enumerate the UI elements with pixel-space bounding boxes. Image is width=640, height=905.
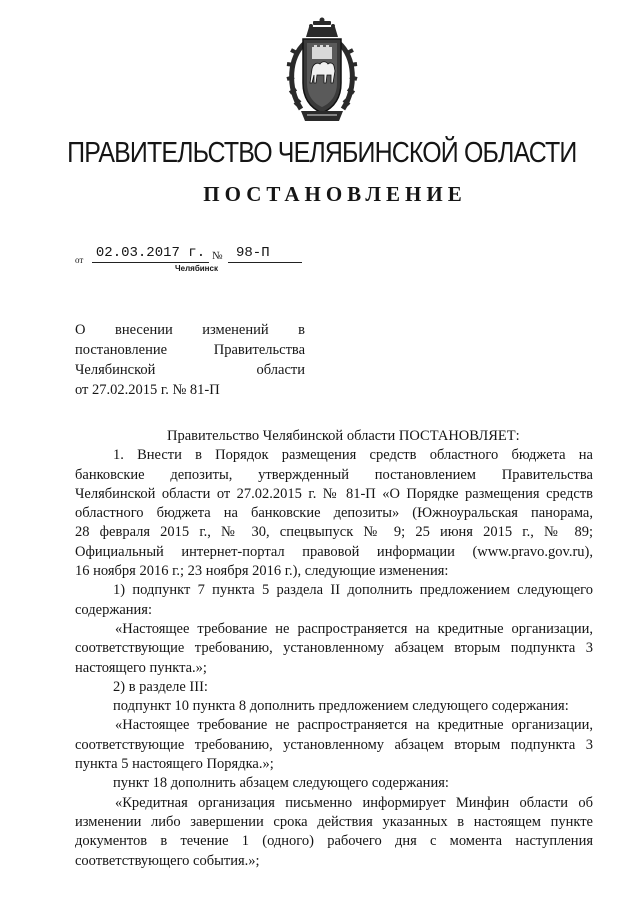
coat-of-arms-icon	[283, 17, 361, 127]
body-line: 2) в разделе III:	[113, 678, 208, 695]
document-number: 98-П	[228, 245, 302, 263]
body-line: 1. Внести в Порядок размещения средств областного бюджета на	[113, 447, 593, 464]
body-line: соответствующие требованию, установленному абзацем вторым подпункта 3	[75, 736, 593, 753]
number-sign-label: №	[212, 250, 223, 262]
body-line: соответствующего события.»;	[75, 852, 260, 869]
document-type-title: ПОСТАНОВЛЕНИЕ	[203, 182, 467, 206]
document-date: 02.03.2017 г.	[92, 245, 209, 263]
body-line: Челябинской области от 27.02.2015 г. № 81-П «О Порядке размещения средств	[75, 485, 593, 502]
body-line: Правительство Челябинской области ПОСТАНОВЛЯЕТ:	[167, 428, 520, 444]
subject-line: О внесении изменений в	[75, 322, 305, 338]
government-title: ПРАВИТЕЛЬСТВО ЧЕЛЯБИНСКОЙ ОБЛАСТИ	[67, 137, 577, 169]
body-line: областного бюджета на банковские депозиты» (Южноуральская панорама,	[75, 505, 593, 522]
body-line: пункта 5 настоящего Порядка.»;	[75, 756, 274, 773]
body-line: соответствующие требованию, установленному абзацем вторым подпункта 3	[75, 640, 593, 657]
body-line: 1) подпункт 7 пункта 5 раздела II дополнить предложением следующего	[113, 582, 593, 599]
body-line: изменении либо завершении срока действия указанных в настоящем пункте	[75, 813, 593, 830]
city-label: Челябинск	[175, 264, 218, 273]
body-line: 16 ноября 2016 г.; 23 ноября 2016 г.), следующие изменения:	[75, 563, 449, 580]
subject-line: Челябинской области	[75, 362, 305, 378]
body-line: документов в течение 1 (одного) рабочего дня с момента наступления	[75, 833, 593, 850]
body-line: настоящего пункта.»;	[75, 659, 207, 676]
body-line: пункт 18 дополнить абзацем следующего содержания:	[113, 775, 449, 792]
body-line: Официальный интернет-портал правовой информации (www.pravo.gov.ru),	[75, 543, 593, 560]
body-line: подпункт 10 пункта 8 дополнить предложением следующего содержания:	[113, 698, 569, 715]
body-line: банковские депозиты, утвержденный постановлением Правительства	[75, 466, 593, 483]
subject-line: постановление Правительства	[75, 342, 305, 358]
body-line: 28 февраля 2015 г., № 30, спецвыпуск № 9; 25 июня 2015 г., № 89;	[75, 524, 593, 541]
body-line: «Настоящее требование не распространяется на кредитные организации,	[115, 717, 593, 734]
body-line: «Настоящее требование не распространяется на кредитные организации,	[115, 620, 593, 637]
date-prefix-label: от	[75, 255, 84, 265]
document-subject	[75, 320, 305, 400]
subject-line: от 27.02.2015 г. № 81-П	[75, 382, 220, 398]
body-line: содержания:	[75, 601, 153, 618]
body-line: «Кредитная организация письменно информирует Минфин области об	[115, 794, 593, 811]
document-body	[75, 427, 593, 871]
